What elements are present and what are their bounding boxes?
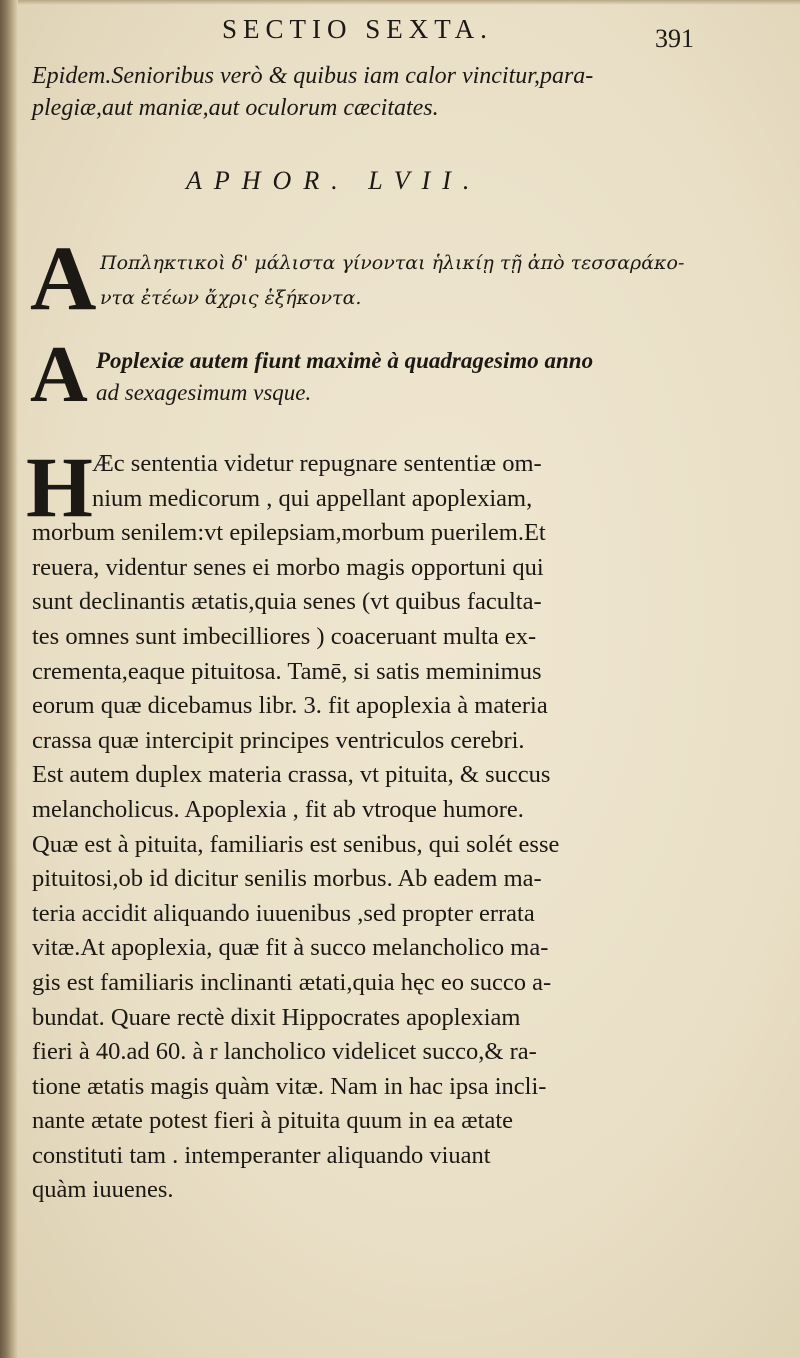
commentary-line: crassa quæ intercipit principes ventriculos cerebri. [32,726,525,754]
commentary-line: pituitosi,ob id dicitur senilis morbus. Ab eadem ma- [32,865,542,893]
commentary-line: tione ætatis magis quàm vitæ. Nam in hac ipsa incli- [32,1072,547,1100]
commentary-line: melancholicus. Apoplexia , fit ab vtroque humore. [32,795,524,823]
commentary-line: crementa,eaque pituitosa. Tamē, si satis meminimus [32,657,542,685]
commentary-line: bundat. Quare rectè dixit Hippocrates apoplexiam [32,1003,521,1031]
commentary-line: teria accidit aliquando iuuenibus ,sed propter errata [32,899,535,927]
latin-line: ad sexagesimum vsque. [96,380,312,405]
commentary-line: constituti tam . intemperanter aliquando viuant [32,1141,491,1169]
latin-drop-cap: A [30,331,88,419]
aphorism-heading: APHOR. LVII. [186,166,482,195]
commentary-line: morbum senilem:vt epilepsiam,morbum puerilem.Et [32,519,546,547]
commentary-line: sunt declinantis ætatis,quia senes (vt quibus facultа- [32,588,542,616]
preceding-line: plegiæ,aut maniæ,aut oculorum cæcitates. [32,95,439,121]
latin-aphorism [96,345,593,409]
commentary-line: gis est familiaris inclinanti ætati,quia hęc eo succo a- [32,968,552,996]
commentary-text [32,447,559,1208]
latin-line: Poplexiæ autem fiunt maximè à quadragesimo anno [96,348,594,373]
commentary-line: Est autem duplex materia crassa, vt pituita, & succus [32,761,551,789]
commentary-line: nante ætate potest fieri à pituita quum in ea ætate [32,1107,514,1135]
greek-line: Ποπληκτικοὶ δ' μάλιστα γίνονται ἡλικίῃ τῇ ἀπὸ τεσσαράκο- [100,252,685,274]
page-number: 391 [655,24,694,53]
greek-drop-cap: A [30,227,97,329]
commentary-line: eorum quæ dicebamus libr. 3. fit apoplexia à materia [32,692,548,720]
commentary-line: Quæ est à pituita, familiaris est senibus, qui solét esse [32,830,560,858]
commentary-line: quàm iuuenes. [32,1176,174,1204]
commentary-line: nium medicorum , qui appellant apoplexiam, [92,484,533,512]
commentary-line: tes omnes sunt imbecilliores ) coaceruant multa ex- [32,622,537,650]
commentary-line: Æc sententia videtur repugnare sententiæ om- [92,450,542,477]
page-top-edge [18,0,800,5]
preceding-line: Epidem.Senioribus verò & quibus iam calor vincitur,para- [32,63,594,89]
running-head: SECTIO SEXTA. [222,14,493,44]
commentary-line: reuera, videntur senes ei morbo magis opportuni qui [32,553,544,581]
commentary-line: fieri à 40.ad 60. à r lancholico videlicet succo,& ra- [32,1038,537,1066]
commentary-drop-cap: H [26,439,93,535]
greek-line: ντα ἐτέων ἄχρις ἑξήκοντα. [100,287,362,309]
greek-aphorism [100,246,684,316]
commentary-line: vitæ.At apoplexia, quæ fit à succo melancholico ma- [32,934,549,962]
page-gutter [0,0,18,1358]
preceding-text [32,60,593,124]
